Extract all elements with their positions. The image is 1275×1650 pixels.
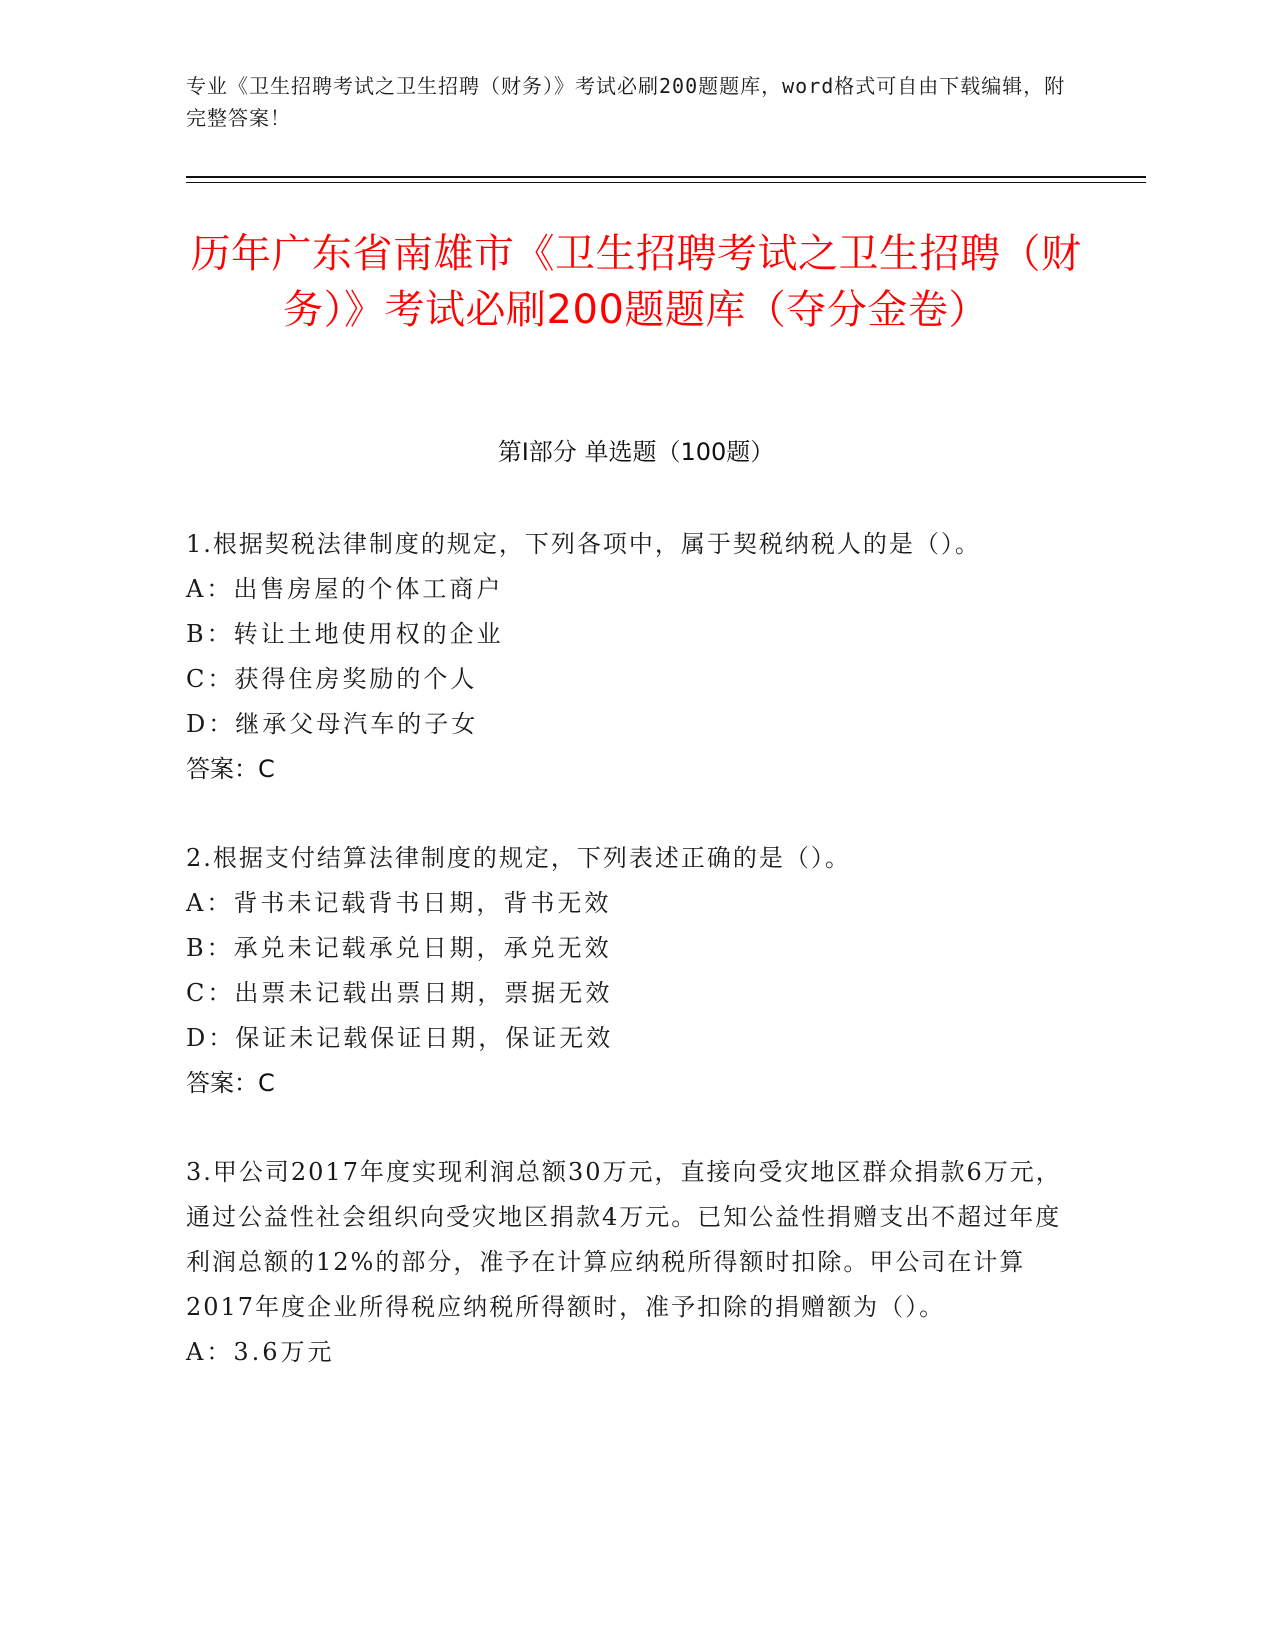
header-rule-thick [186, 176, 1146, 178]
question-1 [186, 522, 1066, 792]
header-rule-thin [186, 182, 1146, 183]
question-stem: 3.甲公司2017年度实现利润总额30万元，直接向受灾地区群众捐款6万元，通过公益性社会组织向受灾地区捐款4万元。已知公益性捐赠支出不超过年度利润总额的12%的部分，准予在计算应纳税所得额时扣除。甲公司在计算2017年度企业所得税应纳税所得额时，准予扣除的捐赠额为（）。 [186, 1158, 1062, 1321]
option-c: C：出票未记载出票日期，票据无效 [186, 979, 613, 1007]
question-stem: 1.根据契税法律制度的规定，下列各项中，属于契税纳税人的是（）。 [186, 530, 981, 558]
option-d: D：保证未记载保证日期，保证无效 [186, 1024, 614, 1052]
answer-line: 答案：C [186, 755, 275, 783]
answer-line: 答案：C [186, 1069, 275, 1097]
document-title: 历年广东省南雄市《卫生招聘考试之卫生招聘（财务）》考试必刷200题题库（夺分金卷） [190, 231, 1082, 333]
question-2 [186, 836, 1066, 1106]
section-title: 第Ⅰ部分 单选题（100题） [497, 438, 775, 466]
option-d: D：继承父母汽车的子女 [186, 710, 479, 738]
option-b: B：转让土地使用权的企业 [186, 620, 504, 648]
option-a: A：3.6万元 [186, 1338, 335, 1366]
option-c: C：获得住房奖励的个人 [186, 665, 478, 693]
question-stem: 2.根据支付结算法律制度的规定，下列表述正确的是（）。 [186, 844, 851, 872]
question-3 [186, 1150, 1066, 1375]
header-note: 专业《卫生招聘考试之卫生招聘（财务）》考试必刷200题题库，word格式可自由下载编辑，附完整答案！ [186, 74, 1066, 130]
option-b: B：承兑未记载承兑日期，承兑无效 [186, 934, 612, 962]
option-a: A：出售房屋的个体工商户 [186, 575, 504, 603]
option-a: A：背书未记载背书日期，背书无效 [186, 889, 612, 917]
question-list [186, 522, 1066, 1419]
